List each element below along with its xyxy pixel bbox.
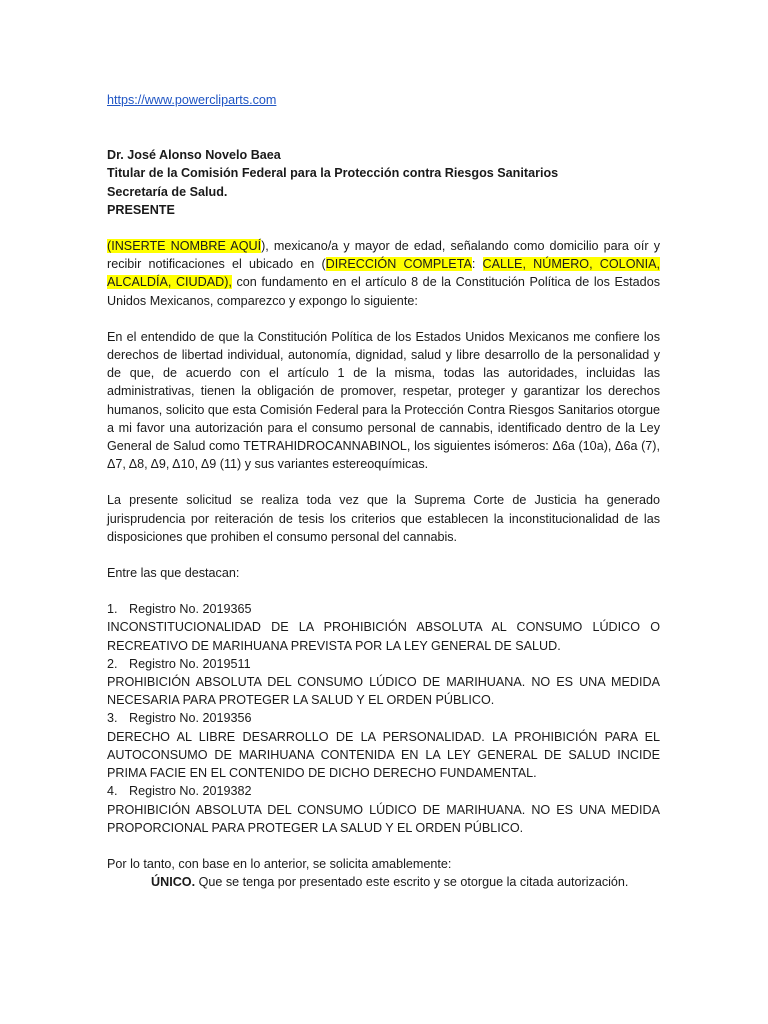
registry-text-3: DERECHO AL LIBRE DESARROLLO DE LA PERSONALIDAD. LA PROHIBICIÓN PARA EL AUTOCONSUMO DE MARIHUANA CONTENIDA EN LA LEY GENERAL DE SALUD INCIDE PRIMA FACIE EN EL CONTENIDO DE DICHO DERECHO FUNDAMENTAL. xyxy=(107,729,660,781)
registry-list xyxy=(107,600,660,837)
recipient-presente: PRESENTE xyxy=(107,202,175,217)
registry-item-1: 1. Registro No. 2019365 xyxy=(107,602,252,617)
registry-text-4: PROHIBICIÓN ABSOLUTA DEL CONSUMO LÚDICO DE MARIHUANA. NO ES UNA MEDIDA PROPORCIONAL PARA PROTEGER LA SALUD Y EL ORDEN PÚBLICO. xyxy=(107,802,660,835)
name-placeholder: (INSERTE NOMBRE AQUÍ xyxy=(107,239,262,254)
letter-body xyxy=(107,91,660,891)
registry-item-4: 4. Registro No. 2019382 xyxy=(107,784,252,799)
unico-request: ÚNICO. Que se tenga por presentado este escrito y se otorgue la citada autorización. xyxy=(151,875,629,890)
jurisprudence-paragraph: La presente solicitud se realiza toda vez que la Suprema Corte de Justicia ha generado jurisprudencia por reiteración de tesis los criterios que establecen la inconstitucionalidad de las disposiciones que prohiben el consumo personal del cannabis. xyxy=(107,493,660,544)
registry-item-2: 2. Registro No. 2019511 xyxy=(107,656,251,671)
rights-paragraph: En el entendido de que la Constitución Política de los Estados Unidos Mexicanos me confiere los derechos de libertad individual, autonomía, dignidad, salud y libre desarrollo de la personalidad y de que, de acuerdo con el artículo 1 de la misma, todas las autoridades, incluidas las administrativas, tienen la obligación de promover, respetar, proteger y garantizar los derechos humanos, solicito que esta Comisión Federal para la Protección Contra Riesgos Sanitarios otorgue a mi favor una autorización para el consumo personal de cannabis, identificado dentro de la Ley General de Salud como TETRAHIDROCANNABINOL, los siguientes isómeros: Δ6a (10a), Δ6a (7), Δ7, Δ8, Δ9, Δ10, Δ9 (11) y sus variantes estereoquímicas. xyxy=(107,329,660,472)
address-label: DIRECCIÓN COMPLETA xyxy=(325,257,472,272)
intro-paragraph: (INSERTE NOMBRE AQUÍ), mexicano/a y mayor de edad, señalando como domicilio para oír y recibir notificaciones el ubicado en (DIRECCIÓN COMPLETA: CALLE, NÚMERO, COLONIA, ALCALDÍA, CIUDAD), con fundamento en el artículo 8 de la Constitución Política de los Estados Unidos Mexicanos, comparezco y expongo lo siguiente: xyxy=(107,239,660,308)
registry-text-2: PROHIBICIÓN ABSOLUTA DEL CONSUMO LÚDICO DE MARIHUANA. NO ES UNA MEDIDA NECESARIA PARA PROTEGER LA SALUD Y EL ORDEN PÚBLICO. xyxy=(107,675,660,708)
closing-line: Por lo tanto, con base en lo anterior, se solicita amablemente: xyxy=(107,856,452,871)
recipient-name: Dr. José Alonso Novelo Baea xyxy=(107,148,281,163)
address-placeholder: CALLE, NÚMERO, COLONIA, ALCALDÍA, CIUDAD), xyxy=(107,257,660,290)
recipient-block xyxy=(107,146,660,219)
registry-item-3: 3. Registro No. 2019356 xyxy=(107,711,252,726)
recipient-office: Secretaría de Salud. xyxy=(107,184,228,199)
registry-text-1: INCONSTITUCIONALIDAD DE LA PROHIBICIÓN ABSOLUTA AL CONSUMO LÚDICO O RECREATIVO DE MARIHUANA PREVISTA POR LA LEY GENERAL DE SALUD. xyxy=(107,620,660,653)
recipient-title: Titular de la Comisión Federal para la Protección contra Riesgos Sanitarios xyxy=(107,166,559,181)
source-link[interactable]: https://www.powercliparts.com xyxy=(107,93,277,107)
highlight-heading: Entre las que destacan: xyxy=(107,566,240,581)
